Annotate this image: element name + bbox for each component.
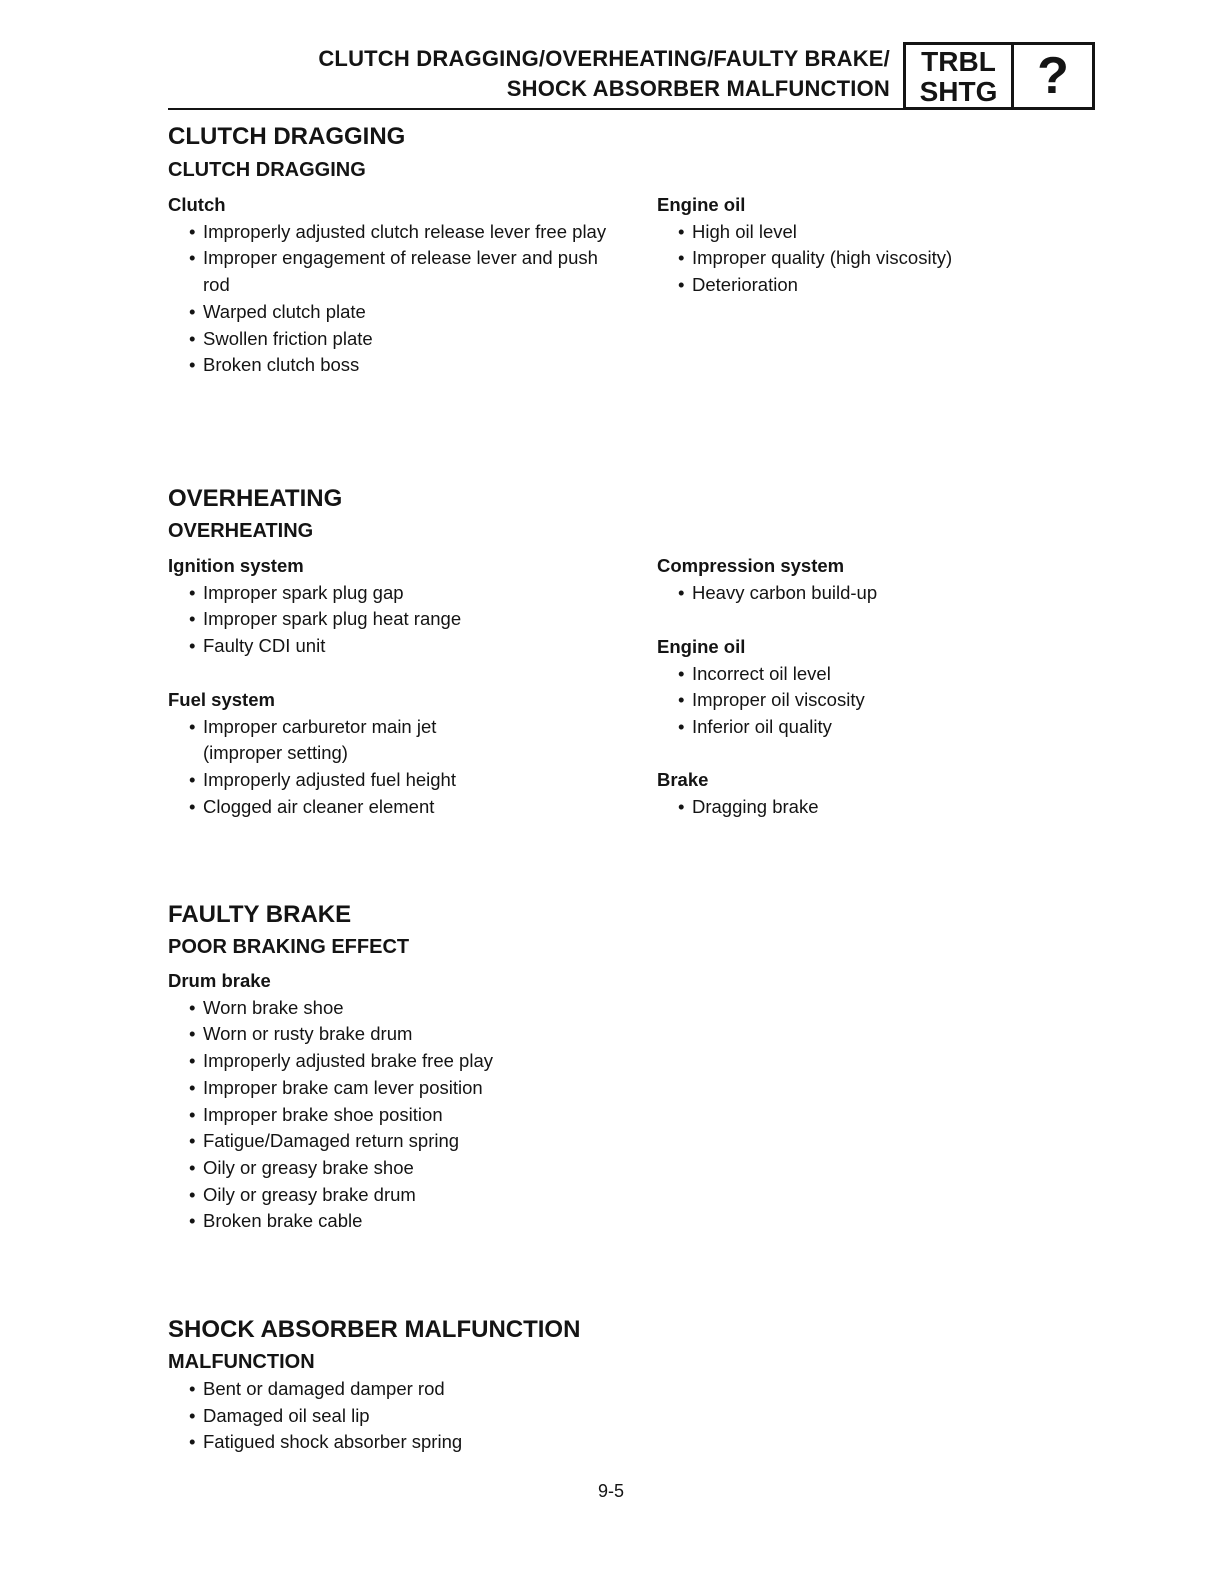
list-item: • Faulty CDI unit xyxy=(189,633,618,660)
bullet-icon: • xyxy=(189,1050,196,1072)
group-fuel-system xyxy=(168,687,488,821)
bullet-icon: • xyxy=(189,608,196,630)
list-item: • Improper spark plug gap xyxy=(189,580,618,607)
subsection-title-poor-braking-effect: POOR BRAKING EFFECT xyxy=(168,936,410,958)
badge-line1: TRBL xyxy=(921,46,996,77)
group-ignition-system xyxy=(168,553,618,660)
bullet-icon: • xyxy=(189,635,196,657)
bullet-icon: • xyxy=(189,247,196,269)
bullet-icon: • xyxy=(189,769,196,791)
list-item: • Improper spark plug heat range xyxy=(189,606,618,633)
bullet-icon: • xyxy=(189,1156,196,1178)
bullet-icon: • xyxy=(189,220,196,242)
badge-line2: SHTG xyxy=(919,76,998,107)
list-item: • Improper brake cam lever position xyxy=(189,1075,618,1102)
header-title-line2: SHOCK ABSORBER MALFUNCTION xyxy=(506,76,890,101)
group-heading: Engine oil xyxy=(657,194,746,215)
list-item: • Broken brake cable xyxy=(189,1208,618,1235)
bullet-icon: • xyxy=(189,996,196,1018)
bullet-icon: • xyxy=(189,1404,196,1426)
list-item: • Bent or damaged damper rod xyxy=(189,1376,618,1403)
bullet-icon: • xyxy=(189,581,196,603)
bullet-icon: • xyxy=(189,715,196,737)
group-drum-brake xyxy=(168,968,618,1235)
list-item: • Inferior oil quality xyxy=(678,714,1057,741)
list-item: • Dragging brake xyxy=(678,794,1057,821)
list-item: • Warped clutch plate xyxy=(189,299,618,326)
list-item: • Incorrect oil level xyxy=(678,661,1057,688)
bullet-icon: • xyxy=(189,1076,196,1098)
bullet-icon: • xyxy=(189,795,196,817)
section-title-faulty-brake: FAULTY BRAKE xyxy=(168,901,352,928)
group-engine-oil-overheating xyxy=(657,634,1057,741)
group-engine-oil-clutch xyxy=(657,192,1057,299)
group-shock-malfunction xyxy=(168,1376,618,1456)
group-heading: Clutch xyxy=(168,194,226,215)
bullet-icon: • xyxy=(189,1130,196,1152)
group-heading: Drum brake xyxy=(168,970,271,991)
bullet-icon: • xyxy=(189,300,196,322)
list-item: • Oily or greasy brake shoe xyxy=(189,1155,618,1182)
page-number: 9-5 xyxy=(597,1481,624,1501)
bullet-icon: • xyxy=(678,689,685,711)
group-heading: Engine oil xyxy=(657,636,746,657)
list-item: • Improper engagement of release lever and push rod xyxy=(189,247,598,296)
trbl-shtg-badge xyxy=(903,42,1095,110)
list-item: • Damaged oil seal lip xyxy=(189,1403,618,1430)
list-item: • Worn brake shoe xyxy=(189,995,618,1022)
list-item: • Improper oil viscosity xyxy=(678,687,1057,714)
list-item: • Fatigued shock absorber spring xyxy=(189,1429,618,1456)
list-item: • Improperly adjusted brake free play xyxy=(189,1048,618,1075)
list-item: • Improperly adjusted fuel height xyxy=(189,767,488,794)
list-item: • Fatigue/Damaged return spring xyxy=(189,1128,618,1155)
bullet-icon: • xyxy=(189,1103,196,1125)
bullet-icon: • xyxy=(189,327,196,349)
bullet-icon: • xyxy=(678,662,685,684)
list-item: • Worn or rusty brake drum xyxy=(189,1021,618,1048)
list-item: • Deterioration xyxy=(678,272,1057,299)
group-heading: Fuel system xyxy=(168,689,275,710)
bullet-icon: • xyxy=(678,274,685,296)
group-heading: Compression system xyxy=(657,555,845,576)
badge-code xyxy=(906,45,1014,107)
list-item: • Swollen friction plate xyxy=(189,326,618,353)
section-title-overheating: OVERHEATING xyxy=(168,485,343,512)
subsection-title-malfunction: MALFUNCTION xyxy=(168,1351,315,1373)
group-brake xyxy=(657,767,1057,820)
group-compression-system xyxy=(657,553,1057,606)
page-header-title xyxy=(170,44,890,104)
header-rule xyxy=(168,108,904,110)
bullet-icon: • xyxy=(189,354,196,376)
group-heading: Brake xyxy=(657,769,709,790)
list-item: • Improper quality (high viscosity) xyxy=(678,245,1057,272)
section-title-shock-absorber: SHOCK ABSORBER MALFUNCTION xyxy=(168,1316,581,1343)
bullet-icon: • xyxy=(189,1023,196,1045)
bullet-icon: • xyxy=(189,1378,196,1399)
bullet-icon: • xyxy=(678,247,685,269)
bullet-icon: • xyxy=(678,220,685,242)
bullet-icon: • xyxy=(678,716,685,738)
header-title-line1: CLUTCH DRAGGING/OVERHEATING/FAULTY BRAKE/ xyxy=(318,46,890,71)
list-item: • Broken clutch boss xyxy=(189,352,618,379)
bullet-icon: • xyxy=(189,1431,196,1453)
group-clutch xyxy=(168,192,618,379)
group-heading: Ignition system xyxy=(168,555,304,576)
list-item: • High oil level xyxy=(678,219,1057,246)
list-item: • Oily or greasy brake drum xyxy=(189,1182,618,1209)
subsection-title-clutch-dragging: CLUTCH DRAGGING xyxy=(168,159,366,181)
bullet-icon: • xyxy=(678,581,685,603)
list-item: • Clogged air cleaner element xyxy=(189,794,488,821)
bullet-icon: • xyxy=(189,1210,196,1232)
list-item: • Heavy carbon build-up xyxy=(678,580,1057,607)
bullet-icon: • xyxy=(678,795,685,817)
section-title-clutch-dragging: CLUTCH DRAGGING xyxy=(168,123,406,150)
list-item: • Improper brake shoe position xyxy=(189,1102,618,1129)
question-mark-icon: ? xyxy=(1037,47,1069,105)
subsection-title-overheating: OVERHEATING xyxy=(168,520,314,542)
list-item: • Improper carburetor main jet (improper setting) xyxy=(189,715,437,764)
list-item: • Improperly adjusted clutch release lever free play xyxy=(189,219,618,246)
bullet-icon: • xyxy=(189,1183,196,1205)
